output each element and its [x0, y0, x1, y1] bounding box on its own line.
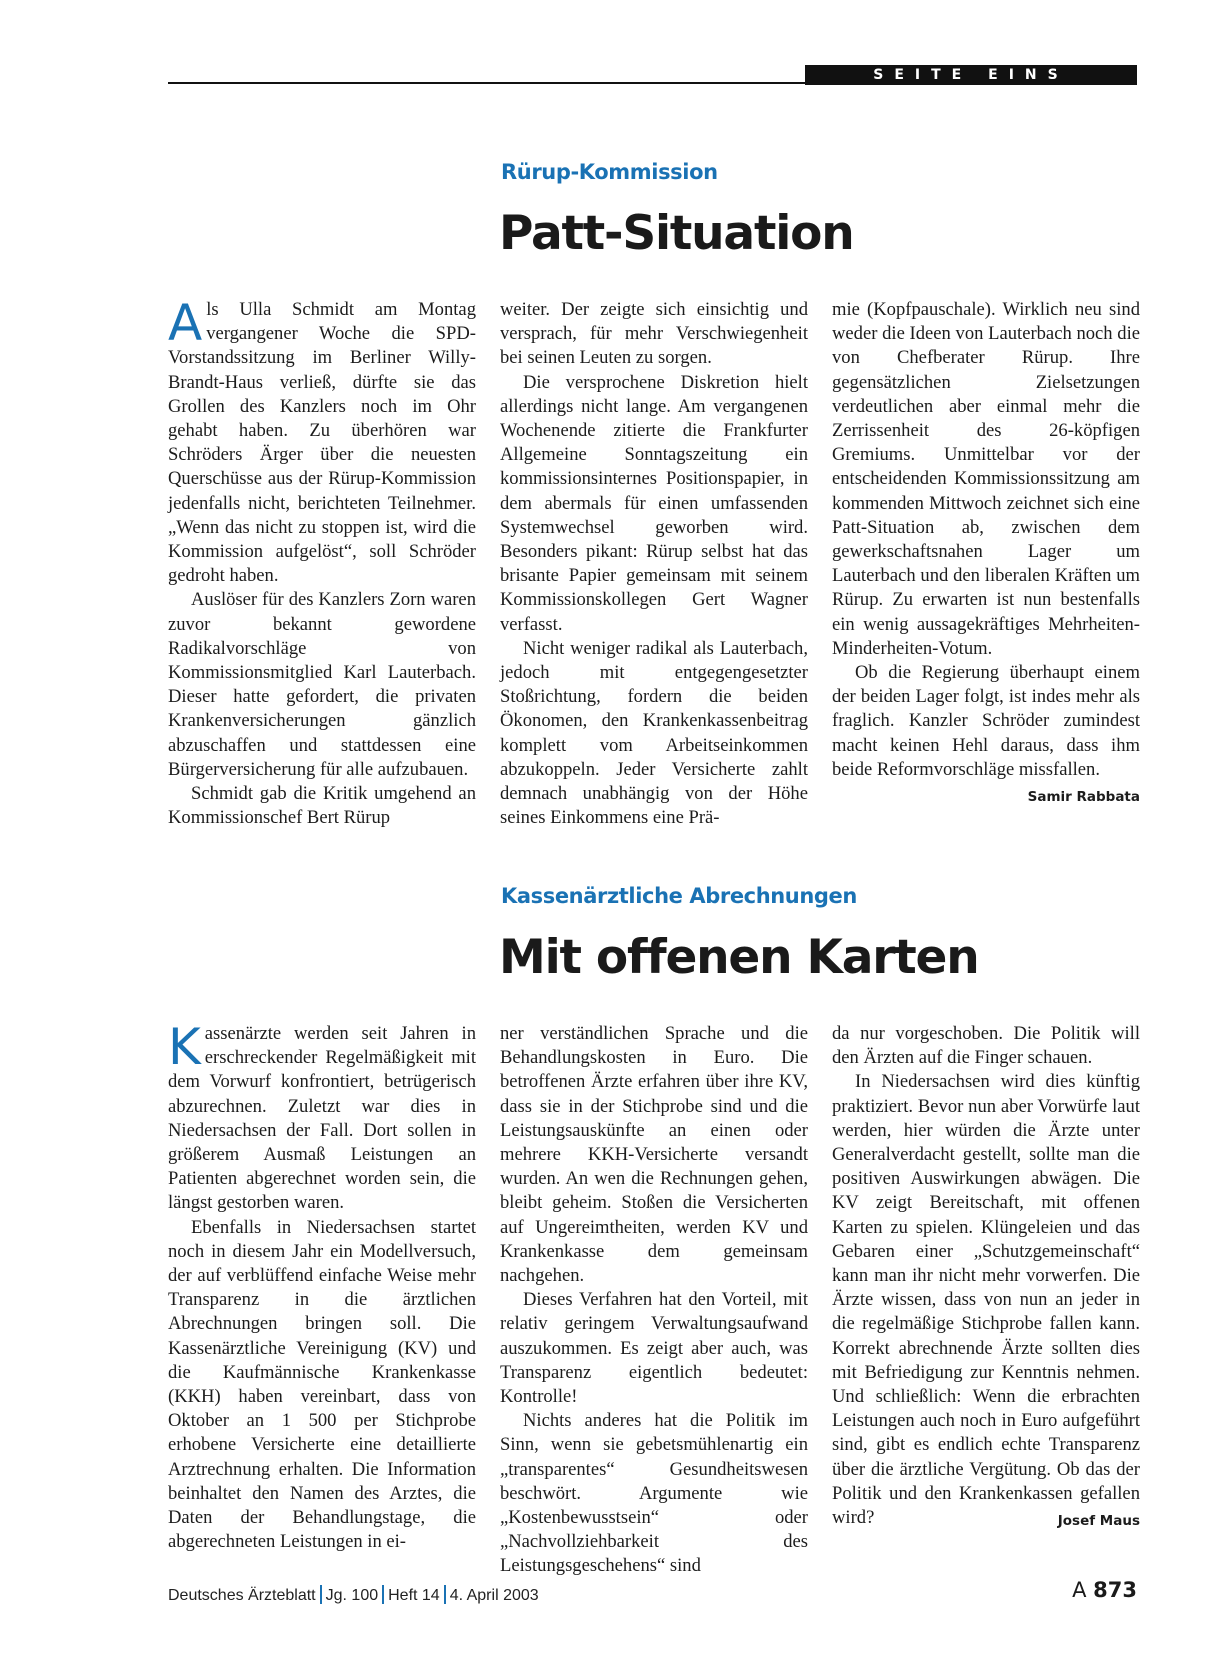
article1-kicker: Rürup-Kommission	[501, 160, 718, 184]
article1-paragraph: weiter. Der zeigte sich einsichtig und versprach, für mehr Verschwiegenheit bei seinen Leuten zu sorgen.	[500, 299, 808, 369]
article2-paragraph: Nichts anderes hat die Politik im Sinn, wenn sie gebetsmühlenartig ein „transparentes“ Gesundheitswesen beschwört. Argumente wie „Kostenbewusstsein“ oder „Nachvollziehbarkeit des Leistungsgeschehens“ sind	[500, 1410, 808, 1577]
issue: Heft 14	[388, 1587, 440, 1604]
divider	[382, 1585, 384, 1604]
page-prefix: A	[1072, 1578, 1087, 1602]
article2-headline: Mit offenen Karten	[499, 930, 979, 985]
article2-paragraph: ner verständlichen Sprache und die Behandlungskosten in Euro. Die betroffenen Ärzte erfahren über ihre KV, dass sie in der Stichprobe sind und die Leistungsauskünfte an einen oder mehrere KKH-Versicherte versandt wurden. An wen die Rechnungen gehen, bleibt geheim. Stoßen die Versicherten auf Ungereimtheiten, werden KV und Krankenkasse dem gemeinsam nachgehen.	[500, 1023, 808, 1287]
article2-column-1	[168, 1018, 476, 1579]
article1-paragraph: Ob die Regierung überhaupt einem der beiden Lager folgt, ist indes mehr als fraglich. Kanzler Schröder zumindest macht keinen Hehl daraus, dass ihm beide Reformvorschläge missfallen. Samir Rabbata	[832, 661, 1140, 782]
divider	[320, 1585, 322, 1604]
article2-paragraph: Kassenärzte werden seit Jahren in erschreckender Regelmäßigkeit mit dem Vorwurf konfrontiert, betrügerisch abzurechnen. Zuletzt war dies in Niedersachsen der Fall. Dort sollen in größerem Ausmaß Leistungen an Patienten abgerechnet worden sein, die längst gestorben waren.	[168, 1018, 476, 1214]
article2-kicker: Kassenärztliche Abrechnungen	[501, 884, 857, 908]
article1-body	[168, 294, 1140, 830]
section-label: SEITE EINS	[805, 65, 1137, 85]
article2-paragraph: Ebenfalls in Niedersachsen startet noch in diesem Jahr ein Modellversuch, der auf verblüffend einfache Weise mehr Transparenz in die ärztlichen Abrechnungen bringen soll. Die Kassenärztliche Vereinigung (KV) und die Kaufmännische Krankenkasse (KKH) haben vereinbart, dass von Oktober an 1 500 per Stichprobe erhobene Versicherte eine detaillierte Arztrechnung erhalten. Die Information beinhaltet den Namen des Arztes, die Daten der Behandlungstage, die abgerechneten Leistungen in ei-	[168, 1216, 476, 1553]
article2-column-2	[500, 1022, 808, 1579]
article1-paragraph: Die versprochene Diskretion hielt allerdings nicht lange. Am vergangenen Wochenende zitierte die Frankfurter Allgemeine Sonntagszeitung ein kommissionsinternes Positionspapier, in dem abermals für einen umfassenden Systemwechsel geworben wird. Besonders pikant: Rürup selbst hat das brisante Papier gemeinsam mit seinem Kommissionskollegen Gert Wagner verfasst.	[500, 371, 808, 635]
article1-column-1	[168, 294, 476, 830]
divider	[444, 1585, 446, 1604]
article1-headline: Patt-Situation	[499, 206, 854, 261]
article2-author: Josef Maus	[1057, 1513, 1140, 1530]
article2-paragraph: da nur vorgeschoben. Die Politik will den Ärzten auf die Finger schauen.	[832, 1023, 1140, 1069]
issue-date: 4. April 2003	[449, 1587, 539, 1604]
journal-name: Deutsches Ärzteblatt	[168, 1587, 316, 1604]
article1-paragraph: Nicht weniger radikal als Lauterbach, jedoch mit entgegengesetzter Stoßrichtung, fordern die beiden Ökonomen, den Krankenkassenbeitrag komplett vom Arbeitseinkommen abzukoppeln. Jeder Versicherte zahlt demnach unabhängig von der Höhe seines Einkommens eine Prä-	[500, 637, 808, 829]
article1-author: Samir Rabbata	[1027, 789, 1140, 806]
article1-paragraph: mie (Kopfpauschale). Wirklich neu sind weder die Ideen von Lauterbach noch die von Chefberater Rürup. Ihre gegensätzlichen Zielsetzungen verdeutlichen aber einmal mehr die Zerrissenheit des 26-köpfigen Gremiums. Unmittelbar vor der entscheidenden Kommissionssitzung am kommenden Mittwoch zeichnet sich eine Patt-Situation ab, zwischen dem gewerkschaftsnahen Lager um Lauterbach und den liberalen Kräften um Rürup. Zu erwarten ist nun bestenfalls ein wenig aussagekräftiges Mehrheiten-Minderheiten-Votum.	[832, 299, 1140, 659]
article1-column-3	[832, 298, 1140, 830]
article1-paragraph: Schmidt gab die Kritik umgehend an Kommissionschef Bert Rürup	[168, 783, 476, 829]
article1-column-2	[500, 298, 808, 830]
article2-body	[168, 1018, 1140, 1579]
volume: Jg. 100	[325, 1587, 379, 1604]
article2-paragraph: Dieses Verfahren hat den Vorteil, mit relativ geringem Verwaltungsaufwand auszukommen. Es zeigt aber auch, was Transparenz eigentlich bedeutet: Kontrolle!	[500, 1289, 808, 1408]
page-number	[1072, 1578, 1137, 1602]
article1-paragraph: Auslöser für des Kanzlers Zorn waren zuvor bekannt gewordene Radikalvorschläge von Kommissionsmitglied Karl Lauterbach. Dieser hatte gefordert, die privaten Krankenversicherungen gänzlich abzuschaffen und stattdessen eine Bürgerversicherung für alle aufzubauen.	[168, 589, 476, 780]
article2-column-3	[832, 1022, 1140, 1579]
page-number-value: 873	[1093, 1578, 1137, 1602]
drop-cap: A	[168, 294, 203, 352]
footer-citation	[168, 1585, 539, 1605]
drop-cap: K	[168, 1018, 201, 1076]
article1-paragraph: Als Ulla Schmidt am Montag vergangener Woche die SPD-Vorstandssitzung im Berliner Willy-Brandt-Haus verließ, dürfte sie das Grollen des Kanzlers noch im Ohr gehabt haben. Zu überhören war Schröders Ärger über die neuesten Querschüsse aus der Rürup-Kommission jedenfalls nicht, berichteten Teilnehmer. „Wenn das nicht zu stoppen ist, wird die Kommission aufgelöst“, soll Schröder gedroht haben.	[168, 294, 476, 587]
article2-paragraph: In Niedersachsen wird dies künftig praktiziert. Bevor nun aber Vorwürfe laut werden, hier würden die Ärzte unter Generalverdacht gestellt, sollte man die positiven Auswirkungen abwägen. Die KV zeigt Bereitschaft, mit offenen Karten zu spielen. Klüngeleien und das Gebaren einer „Schutzgemeinschaft“ kann man ihr nicht mehr vorwerfen. Die Ärzte wissen, dass von nun an jeder in die regelmäßige Stichprobe fallen kann. Korrekt abrechnende Ärzte sollten dies mit Befriedigung zur Kenntnis nehmen. Und schließlich: Wenn die erbrachten Leistungen auch noch in Euro aufgeführt sind, gibt es endlich echte Transparenz über die ärztliche Vergütung. Ob das der Politik und den Krankenkassen gefallen wird? Josef Maus	[832, 1070, 1140, 1530]
